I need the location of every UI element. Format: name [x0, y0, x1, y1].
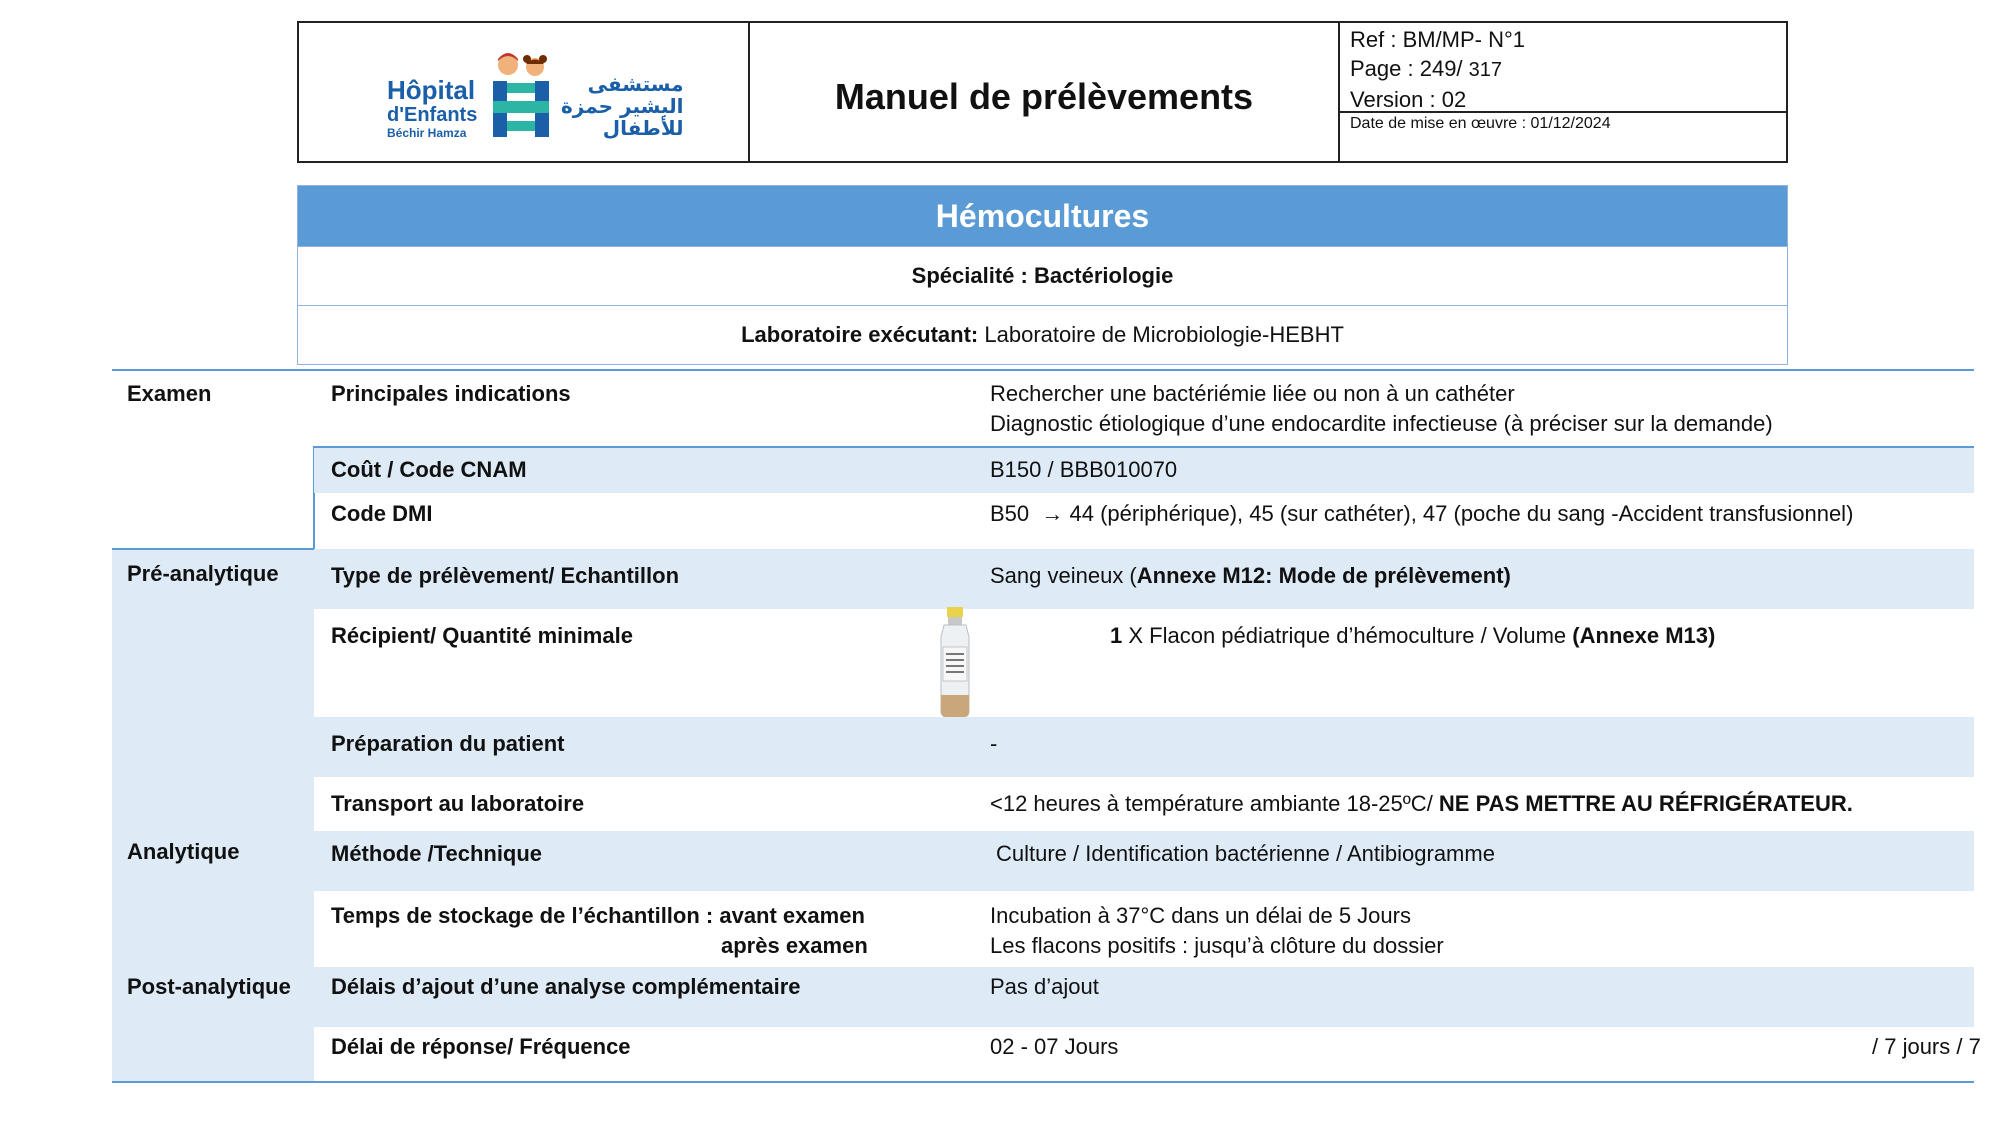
- row-label: Délais d’ajout d’une analyse complémentaire: [331, 974, 801, 999]
- logo-arabic-line3: للأطفال: [602, 116, 684, 140]
- row-label: Coût / Code CNAM: [331, 457, 527, 482]
- ref-number: Ref : BM/MP- N°1: [1350, 27, 1526, 52]
- exam-details-table: [112, 369, 1981, 1083]
- arrow-right-icon: →: [1041, 501, 1064, 526]
- table-row: [314, 891, 1974, 967]
- row-value: 1 X Flacon pédiatrique d’hémoculture / Volume (Annexe M13): [1110, 623, 1716, 648]
- table-row: [314, 1027, 1981, 1081]
- row-value: Diagnostic étiologique d’une endocardite infectieuse (à préciser sur la demande): [990, 411, 1773, 436]
- lab-label: Laboratoire exécutant:: [741, 322, 979, 347]
- row-label: Principales indications: [331, 381, 571, 406]
- document-header: [297, 21, 1788, 163]
- row-label: Code DMI: [331, 501, 433, 526]
- specialty-label: Spécialité : Bactériologie: [911, 263, 1174, 288]
- row-value: B50 → 44 (périphérique), 45 (sur cathéter), 47 (poche du sang -Accident transfusionnel): [990, 501, 1854, 526]
- specialty-row: [298, 246, 1787, 305]
- table-row: [314, 831, 1974, 891]
- row-value: B150 / BBB010070: [990, 457, 1178, 482]
- version: Version : 02: [1350, 87, 1467, 112]
- effective-date: Date de mise en œuvre : 01/12/2024: [1350, 115, 1611, 132]
- table-row: [314, 609, 1974, 717]
- table-row: [314, 493, 1974, 549]
- row-label: Récipient/ Quantité minimale: [331, 623, 633, 648]
- row-value: Incubation à 37°C dans un délai de 5 Jours: [990, 903, 1411, 928]
- table-row: [314, 717, 1974, 777]
- row-label-secondary: après examen: [721, 933, 868, 958]
- logo-line3: Béchir Hamza: [387, 126, 467, 140]
- section-pre-analytique: Pré-analytique: [127, 561, 279, 586]
- document-title: Manuel de prélèvements: [834, 76, 1254, 117]
- frequency-value: / 7 jours / 7: [1872, 1034, 1981, 1059]
- page-number: Page : 249/ 317: [1350, 56, 1503, 81]
- row-value: Culture / Identification bactérienne / Antibiogramme: [996, 841, 1495, 866]
- section-column: [112, 549, 314, 1083]
- table-row: [314, 777, 1974, 831]
- row-value: -: [990, 731, 998, 756]
- document-ref-cell: [1340, 23, 1786, 161]
- row-label: Type de prélèvement/ Echantillon: [331, 563, 680, 588]
- logo-french-name: [387, 77, 477, 139]
- table-row: [314, 371, 1974, 447]
- section-analytique: Analytique: [127, 839, 240, 864]
- row-label: Préparation du patient: [331, 731, 565, 756]
- table-row: [314, 967, 1974, 1027]
- row-label: Temps de stockage de l’échantillon : avant examen: [331, 903, 865, 928]
- row-label: Délai de réponse/ Fréquence: [331, 1034, 631, 1059]
- row-value: Les flacons positifs : jusqu’à clôture du dossier: [990, 933, 1444, 958]
- logo-line1: Hôpital: [387, 75, 476, 105]
- lab-row: [298, 305, 1787, 364]
- lab-value: Laboratoire de Microbiologie-HEBHT: [984, 322, 1344, 347]
- row-value: Rechercher une bactériémie liée ou non à un cathéter: [990, 381, 1515, 406]
- table-row: [314, 448, 1974, 493]
- section-examen: Examen: [127, 381, 212, 406]
- ref-block: [1340, 23, 1786, 113]
- hospital-mark-icon: [489, 51, 555, 141]
- row-value: 02 - 07 Jours: [990, 1034, 1119, 1059]
- logo-line2: d'Enfants: [387, 104, 478, 126]
- row-value: <12 heures à température ambiante 18-25ºC/ NE PAS METTRE AU RÉFRIGÉRATEUR.: [990, 791, 1853, 816]
- table-bottom-border: [112, 1081, 1974, 1083]
- hospital-logo: [299, 23, 750, 161]
- section-divider: [112, 548, 315, 550]
- row-value: Pas d’ajout: [990, 974, 1099, 999]
- logo-arabic-line1: مستشفى: [587, 72, 684, 96]
- logo-arabic-line2: البشير حمزة: [561, 94, 684, 118]
- blood-culture-bottle-icon: [938, 607, 972, 717]
- section-post-analytique: Post-analytique: [127, 974, 291, 999]
- table-row: [314, 549, 1974, 609]
- row-label: Méthode /Technique: [331, 841, 543, 866]
- row-value: Sang veineux (Annexe M12: Mode de prélèvement): [990, 563, 1511, 588]
- exam-card: [297, 185, 1788, 365]
- exam-title: Hémocultures: [298, 186, 1787, 246]
- row-label: Transport au laboratoire: [331, 791, 585, 816]
- logo-arabic-name: [561, 73, 684, 139]
- document-title-cell: [750, 23, 1340, 161]
